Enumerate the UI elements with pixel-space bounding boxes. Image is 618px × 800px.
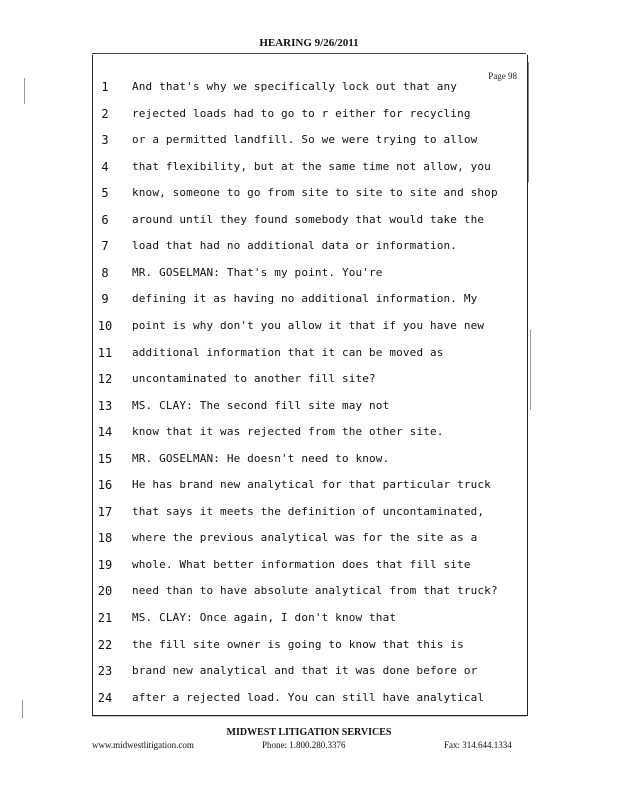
footer-website: www.midwestlitigation.com [92, 740, 194, 750]
footer-phone: Phone: 1.800.280.3376 [262, 740, 346, 750]
line-number: 24 [97, 691, 113, 705]
line-number: 11 [97, 346, 113, 360]
line-number: 19 [97, 558, 113, 572]
transcript-line: brand new analytical and that it was done before or [132, 664, 478, 677]
line-number: 10 [97, 319, 113, 333]
line-number: 22 [97, 638, 113, 652]
transcript-line: know, someone to go from site to site to site and shop [132, 186, 498, 199]
line-number: 18 [97, 531, 113, 545]
line-number: 17 [97, 505, 113, 519]
line-number: 3 [101, 133, 109, 147]
line-number: 21 [97, 611, 113, 625]
transcript-line: that flexibility, but at the same time not allow, you [132, 160, 491, 173]
transcript-line: He has brand new analytical for that particular truck [132, 478, 491, 491]
line-number: 9 [101, 292, 109, 306]
footer-company: MIDWEST LITIGATION SERVICES [226, 727, 392, 738]
transcript-line: or a permitted landfill. So we were trying to allow [132, 133, 478, 146]
scan-margin-mark [22, 700, 23, 718]
transcript-line: that says it meets the definition of uncontaminated, [132, 505, 485, 518]
line-number: 14 [97, 425, 113, 439]
footer-fax: Fax: 314.644.1334 [444, 740, 512, 750]
transcript-line: MS. CLAY: Once again, I don't know that [132, 611, 397, 624]
line-number: 13 [97, 399, 113, 413]
transcript-line: rejected loads had to go to r either for recycling [132, 107, 471, 120]
header-title: HEARING 9/26/2011 [259, 37, 359, 49]
line-number: 20 [97, 584, 113, 598]
transcript-line: MR. GOSELMAN: That's my point. You're [132, 266, 383, 279]
transcript-line: additional information that it can be moved as [132, 346, 444, 359]
transcript-line: load that had no additional data or information. [132, 239, 458, 252]
transcript-line: uncontaminated to another fill site? [132, 372, 376, 385]
transcript-line: after a rejected load. You can still have analytical [132, 691, 485, 704]
line-number: 1 [101, 80, 109, 94]
transcript-line: MS. CLAY: The second fill site may not [132, 399, 390, 412]
scan-margin-mark [528, 62, 529, 182]
transcript-line: MR. GOSELMAN: He doesn't need to know. [132, 452, 390, 465]
line-number: 12 [97, 372, 113, 386]
line-number: 7 [101, 239, 109, 253]
scan-margin-mark [530, 330, 531, 410]
transcript-line: whole. What better information does that fill site [132, 558, 471, 571]
line-number: 8 [101, 266, 109, 280]
line-number: 4 [101, 160, 109, 174]
page-frame-top-border [92, 53, 526, 54]
page-number: Page 98 [488, 71, 517, 81]
line-number: 6 [101, 213, 109, 227]
line-number: 23 [97, 664, 113, 678]
scan-margin-mark [24, 78, 25, 104]
line-number: 15 [97, 452, 113, 466]
line-number: 5 [101, 186, 109, 200]
transcript-line: defining it as having no additional information. My [132, 292, 478, 305]
transcript-line: point is why don't you allow it that if you have new [132, 319, 485, 332]
transcript-line: know that it was rejected from the other site. [132, 425, 444, 438]
line-number: 16 [97, 478, 113, 492]
transcript-line: the fill site owner is going to know that this is [132, 638, 464, 651]
scan-edge-tick [92, 716, 526, 717]
transcript-line: And that's why we specifically lock out that any [132, 80, 458, 93]
line-number: 2 [101, 107, 109, 121]
transcript-line: need than to have absolute analytical from that truck? [132, 584, 498, 597]
transcript-line: around until they found somebody that would take the [132, 213, 485, 226]
transcript-line: where the previous analytical was for the site as a [132, 531, 478, 544]
